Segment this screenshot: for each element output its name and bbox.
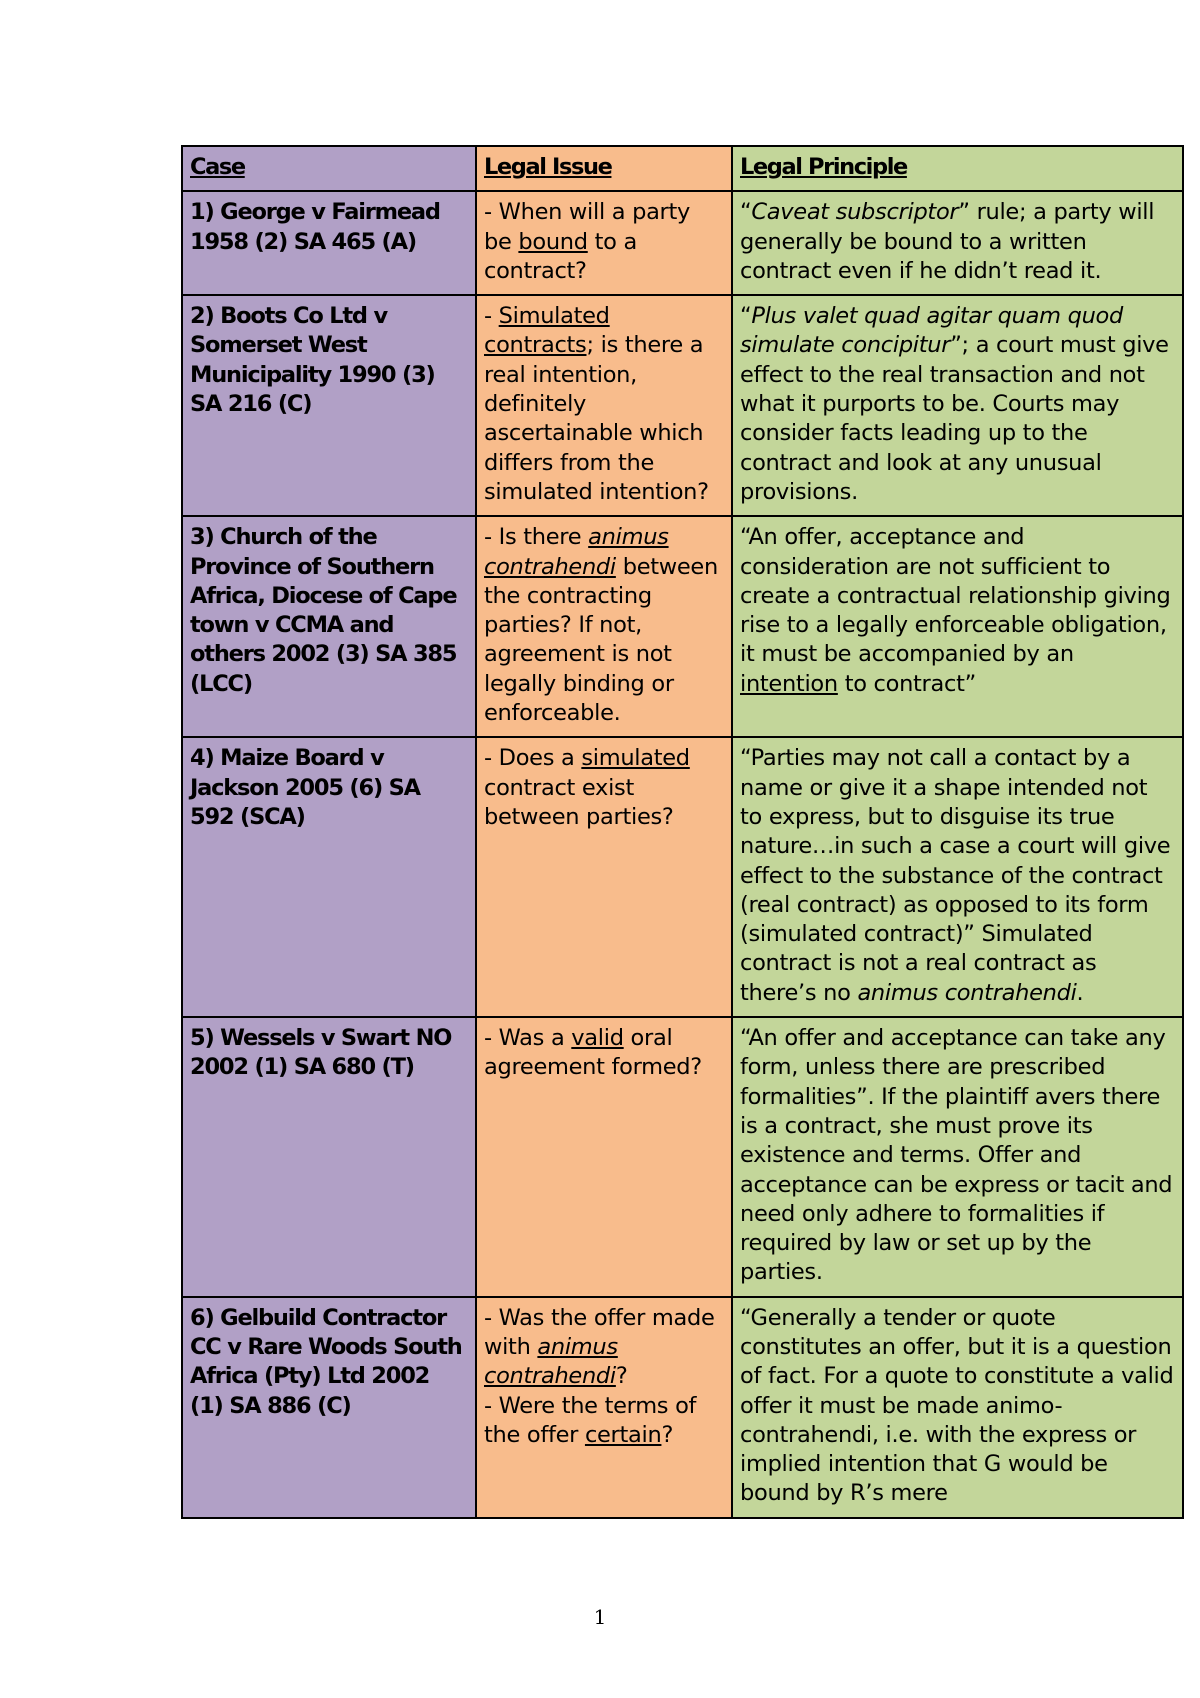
principle-text-segment: animus contrahendi xyxy=(857,979,1077,1006)
case-cell xyxy=(182,295,476,516)
issue-text-segment: simulated xyxy=(581,745,690,772)
principle-text-segment: Caveat subscriptor xyxy=(751,199,959,226)
case-name: 1) George v Fairmead 1958 (2) SA 465 (A) xyxy=(190,199,440,255)
issue-text-segment: - When will a party be xyxy=(484,199,691,255)
legal-principle-cell xyxy=(732,1017,1183,1297)
case-cell xyxy=(182,516,476,737)
principle-text-segment: “An offer, acceptance and consideration are not sufficient to create a contractual relationship giving rise to a legally enforceable obligation, it must be accompanied by an xyxy=(740,524,1171,668)
legal-issue-cell xyxy=(476,295,732,516)
issue-text-segment: animus contrahendi xyxy=(484,1333,618,1390)
issue-text-segment: - Was the offer made with xyxy=(484,1304,715,1360)
issue-text-segment: contract exist between parties? xyxy=(484,774,674,830)
issue-text-segment: valid xyxy=(571,1025,624,1052)
issue-text-segment: Simulated contracts xyxy=(484,303,610,359)
legal-issue-cell xyxy=(476,516,732,737)
principle-text-segment: ”; a court must give effect to the real transaction and not what it purports to be. Courts may consider facts leading up to the contract and look at any unusual provisions. xyxy=(740,332,1169,505)
case-cell xyxy=(182,737,476,1017)
issue-text-segment: - Were the terms of the offer xyxy=(484,1392,697,1448)
legal-principle-cell xyxy=(732,516,1183,737)
legal-issue-cell xyxy=(476,737,732,1017)
issue-text-segment: between the contracting parties? If not, agreement is not legally binding or enforceable. xyxy=(484,553,718,727)
principle-text-segment: “ xyxy=(740,303,752,330)
legal-principle-cell xyxy=(732,295,1183,516)
header-legal-principle: Legal Principle xyxy=(732,146,1183,191)
case-cell xyxy=(182,191,476,295)
issue-text-segment: ? xyxy=(615,1363,628,1390)
principle-text-segment: to contract” xyxy=(837,670,976,697)
issue-text-segment: animus contrahendi xyxy=(484,524,669,580)
principle-text-segment: “An offer and acceptance can take any form, unless there are prescribed formalities”. If the plaintiff avers there is a contract, she must prove its existence and terms. Offer and acceptance can be express or tacit and need only adhere to formalities if required by law or set up by the parties. xyxy=(740,1025,1173,1286)
principle-text-segment: . xyxy=(1076,979,1084,1006)
table-row xyxy=(182,1017,1183,1297)
case-name: 2) Boots Co Ltd v Somerset West Municipality 1990 (3) SA 216 (C) xyxy=(190,303,435,418)
case-cell xyxy=(182,1017,476,1297)
case-name: 5) Wessels v Swart NO 2002 (1) SA 680 (T) xyxy=(190,1025,452,1081)
page-number: 1 xyxy=(593,1605,607,1629)
case-name: 3) Church of the Province of Southern Africa, Diocese of Cape town v CCMA and others 2002 (3) SA 385 (LCC) xyxy=(190,524,457,697)
case-name: 4) Maize Board v Jackson 2005 (6) SA 592 (SCA) xyxy=(190,745,420,830)
table-header-row xyxy=(182,146,1183,191)
legal-issue-cell xyxy=(476,1017,732,1297)
case-name: 6) Gelbuild Contractor CC v Rare Woods South Africa (Pty) Ltd 2002 (1) SA 886 (C) xyxy=(190,1304,462,1419)
header-legal-issue: Legal Issue xyxy=(476,146,732,191)
header-case: Case xyxy=(182,146,476,191)
issue-text-segment: oral agreement formed? xyxy=(484,1025,702,1081)
issue-text-segment: bound xyxy=(518,228,588,255)
principle-text-segment: “ xyxy=(740,199,752,226)
table-row xyxy=(182,516,1183,737)
table-row xyxy=(182,295,1183,516)
table-body xyxy=(182,191,1183,1517)
issue-text-segment: - Is there xyxy=(484,524,589,551)
principle-text-segment: intention xyxy=(740,670,838,697)
principle-text-segment: Plus valet quad agitar quam quod simulate concipitur xyxy=(740,303,1123,359)
issue-text-segment: - Was a xyxy=(484,1025,572,1052)
principle-text-segment: “Parties may not call a contact by a name or give it a shape intended not to express, but to disguise its true nature…in such a case a court will give effect to the substance of the contract (real contract) as opposed to its form (simulated contract)” Simulated contract is not a real contract as there’s no xyxy=(740,745,1171,1006)
issue-text-segment: - Does a xyxy=(484,745,582,772)
legal-principle-cell xyxy=(732,1297,1183,1518)
legal-issue-cell xyxy=(476,191,732,295)
issue-text-segment: to a contract? xyxy=(484,228,637,284)
issue-text-segment: - xyxy=(484,303,499,330)
table-row xyxy=(182,737,1183,1017)
legal-principle-cell xyxy=(732,737,1183,1017)
table-row xyxy=(182,191,1183,295)
legal-principle-cell xyxy=(732,191,1183,295)
issue-text-segment: ? xyxy=(661,1421,674,1448)
principle-text-segment: “Generally a tender or quote constitutes an offer, but it is a question of fact. For a quote to constitute a valid offer it must be made animo-contrahendi, i.e. with the express or implied intention that G would be bound by R’s mere xyxy=(740,1304,1174,1507)
case-cell xyxy=(182,1297,476,1518)
issue-text-segment: ; is there a real intention, definitely ascertainable which differs from the simulated intention? xyxy=(484,332,709,505)
case-law-table xyxy=(181,145,1184,1519)
principle-text-segment: ” rule; a party will generally be bound to a written contract even if he didn’t read it. xyxy=(740,199,1155,284)
legal-issue-cell xyxy=(476,1297,732,1518)
issue-text-segment: certain xyxy=(584,1421,662,1448)
table-row xyxy=(182,1297,1183,1518)
